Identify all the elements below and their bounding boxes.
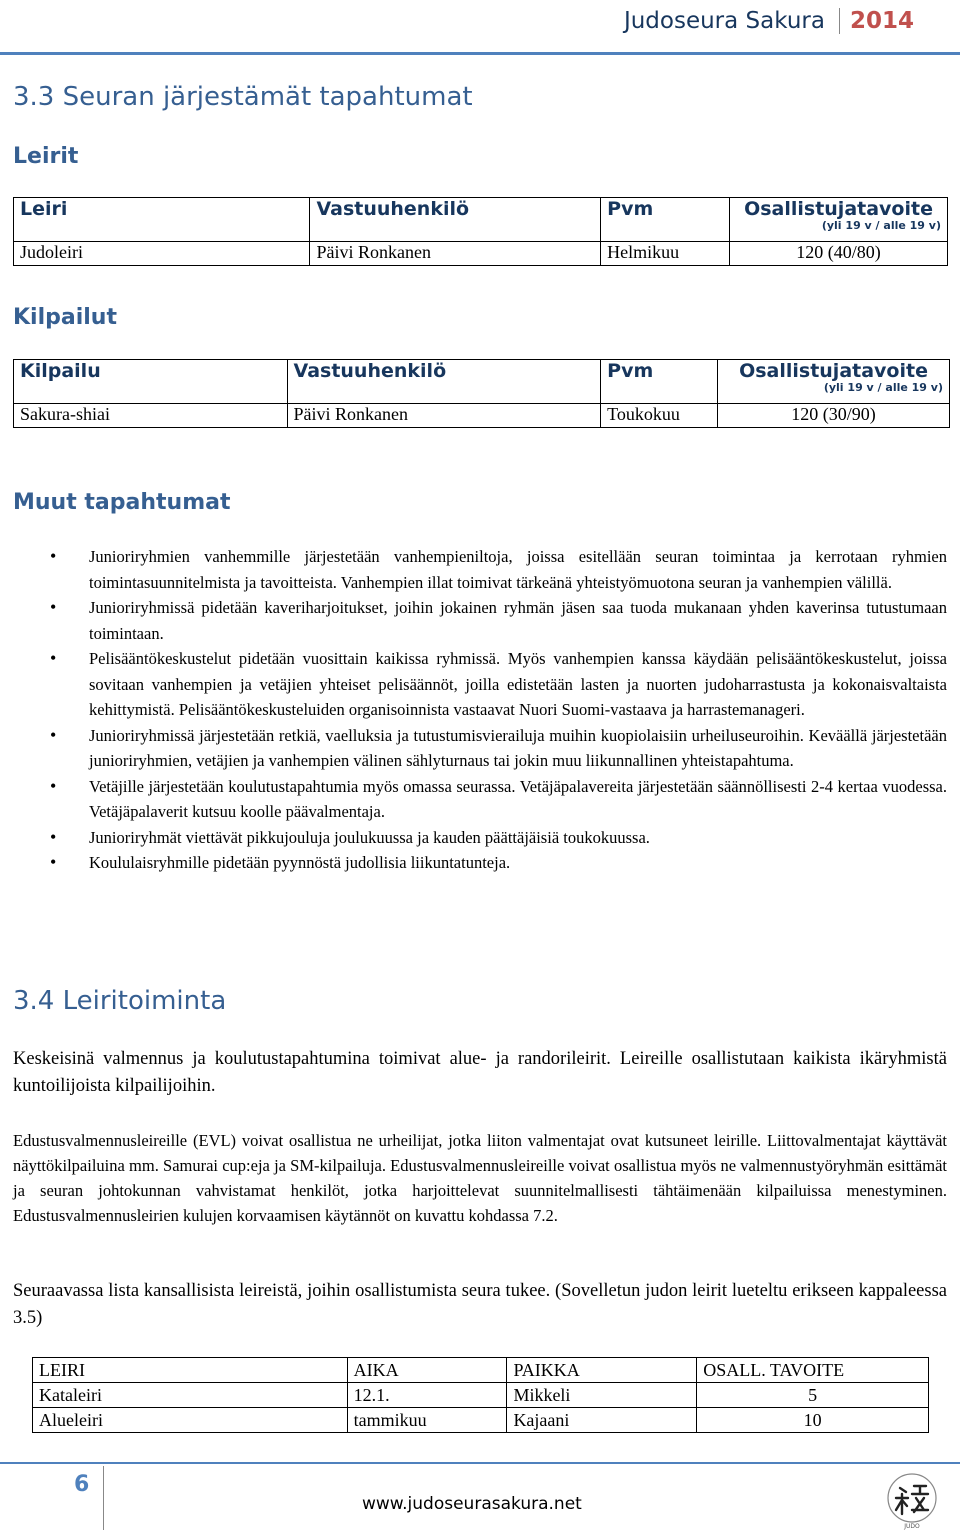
kilpailut-table: [13, 359, 950, 428]
list-item: • Pelisääntökeskustelut pidetään vuosittain kaikissa ryhmissä. Myös vanhempien kanssa käydään pelisääntökeskustelut, joissa sovitaan vanhempien ja vetäjien yhteiset pelisäännöt, joilla edistetään lasten ja nuorten judoharrastusta ja kokonaisvaltaista kehittymistä. Pelisääntökeskusteluiden organisoinnista vastaavat Nuori Suomi-vastaava ja harrastemanageri.: [50, 646, 947, 723]
table-cell: tammikuu: [347, 1408, 507, 1433]
section-33-title: 3.3 Seuran järjestämät tapahtumat: [13, 82, 473, 112]
table-header-cell: OSALL. TAVOITE: [697, 1358, 929, 1383]
leirit-heading: Leirit: [13, 144, 79, 169]
footer-divider: [103, 1466, 104, 1530]
header-org: Judoseura Sakura: [623, 8, 825, 34]
table-header-cell: Leiri: [14, 198, 310, 242]
header-year: 2014: [839, 8, 914, 34]
footer-rule: [0, 1462, 960, 1464]
list-item: • Junioriryhmissä järjestetään retkiä, vaelluksia ja tutustumisvierailuja muihin kuopiolaisiin urheiluseuroihin. Keväällä järjestetään junioriryhmien, vetäjien ja vanhempien välinen sählyturnaus tai jokin muu liikunnallinen yhteistapahtuma.: [50, 723, 947, 774]
table-row: [14, 242, 948, 266]
muut-heading: Muut tapahtumat: [13, 490, 231, 515]
goal-header: Osallistujatavoite: [739, 360, 928, 382]
table-row: [14, 360, 950, 404]
table-cell: Toukokuu: [601, 404, 718, 428]
table-cell: Sakura-shiai: [14, 404, 288, 428]
table-header-cell: Vastuuhenkilö: [287, 360, 601, 404]
table-cell: 120 (40/80): [730, 242, 948, 266]
page-number: 6: [74, 1472, 90, 1497]
goal-subheader: (yli 19 v / alle 19 v): [821, 219, 941, 232]
table-header-cell: AIKA: [347, 1358, 507, 1383]
table-cell: 5: [697, 1383, 929, 1408]
paragraph-list-intro: Seuraavassa lista kansallisista leireistä, joihin osallistumista seura tukee. (Sovelletun judon leirit lueteltu erikseen kappaleessa 3.5): [13, 1281, 947, 1328]
table-header-cell: Pvm: [601, 198, 730, 242]
paragraph-leirit-intro: Keskeisinä valmennus ja koulutustapahtumina toimivat alue- ja randorileirit. Leireille osallistutaan kaikista ikäryhmistä kuntoilijoista kilpailijoihin.: [13, 1049, 947, 1096]
list-item: • Junioriryhmissä pidetään kaveriharjoitukset, joihin jokainen ryhmän jäsen saa tuoda mukanaan yhden kaverinsa tutustumaan toimintaan.: [50, 595, 947, 646]
table-header-cell: LEIRI: [33, 1358, 348, 1383]
table-header-cell: Pvm: [601, 360, 718, 404]
section-34-title: 3.4 Leiritoiminta: [13, 986, 227, 1016]
table-row: [33, 1358, 929, 1383]
table-row: [33, 1383, 929, 1408]
table-header-cell: PAIKKA: [507, 1358, 697, 1383]
table-cell: 10: [697, 1408, 929, 1433]
table-cell: Kajaani: [507, 1408, 697, 1433]
table-row: [33, 1408, 929, 1433]
table-cell: 120 (30/90): [718, 404, 950, 428]
footer-url: www.judoseurasakura.net: [362, 1494, 582, 1514]
muut-list: [50, 544, 947, 876]
table-cell: 12.1.: [347, 1383, 507, 1408]
paragraph-evl: Edustusvalmennusleireille (EVL) voivat osallistua ne urheilijat, jotka liiton valmentajat ovat kutsuneet leirille. Liittovalmentajat käyttävät näyttökilpailuina mm. Samurai cup:eja ja SM-kilpailuja. Edustusvalmennusleireille voivat osallistua myös ne valmennustyöryhmän esittämät ja seuran johtokunnan vahvistamat henkilöt, jotka harjoittelevat suunnitelmallisesti tähtäimenään kilpailuissa menestyminen. Edustusvalmennusleirien kulujen korvaamisen käytännöt on kuvattu kohdassa 7.2.: [13, 1131, 947, 1225]
sakura-logo-icon: [882, 1470, 942, 1530]
table-cell: Mikkeli: [507, 1383, 697, 1408]
table-cell: Päivi Ronkanen: [310, 242, 601, 266]
header-rule: [0, 52, 960, 55]
goal-header: Osallistujatavoite: [744, 198, 933, 220]
table-cell: Alueleiri: [33, 1408, 348, 1433]
table-row: [14, 404, 950, 428]
table-header-cell: Kilpailu: [14, 360, 288, 404]
table-header-cell: Vastuuhenkilö: [310, 198, 601, 242]
page-header: [624, 8, 914, 34]
camp-table: [32, 1357, 929, 1433]
table-cell: Päivi Ronkanen: [287, 404, 601, 428]
goal-subheader: (yli 19 v / alle 19 v): [823, 381, 943, 394]
table-header-cell: [718, 360, 950, 404]
list-item: • Koululaisryhmille pidetään pyynnöstä judollisia liikuntatunteja.: [50, 850, 947, 876]
kilpailut-heading: Kilpailut: [13, 305, 117, 330]
table-header-cell: [730, 198, 948, 242]
table-row: [14, 198, 948, 242]
list-item: • Junioriryhmien vanhemmille järjestetään vanhempieniltoja, joissa esitellään seuran toimintaa ja kerrotaan ryhmien toimintasuunnitelmista ja tavoitteista. Vanhempien illat toimivat tärkeänä yhteistyömuotona seuran ja vanhempien välillä.: [50, 544, 947, 595]
list-item: • Junioriryhmät viettävät pikkujouluja joulukuussa ja kauden päättäjäisiä toukokuussa.: [50, 825, 947, 851]
table-cell: Judoleiri: [14, 242, 310, 266]
leirit-table: [13, 197, 948, 266]
table-cell: Helmikuu: [601, 242, 730, 266]
list-item: • Vetäjille järjestetään koulutustapahtumia myös omassa seurassa. Vetäjäpalavereita järjestetään säännöllisesti 2-4 kertaa vuodessa. Vetäjäpalaverit kutsuu koolle päävalmentaja.: [50, 774, 947, 825]
logo-text: JUDO: [904, 1523, 920, 1530]
table-cell: Kataleiri: [33, 1383, 348, 1408]
